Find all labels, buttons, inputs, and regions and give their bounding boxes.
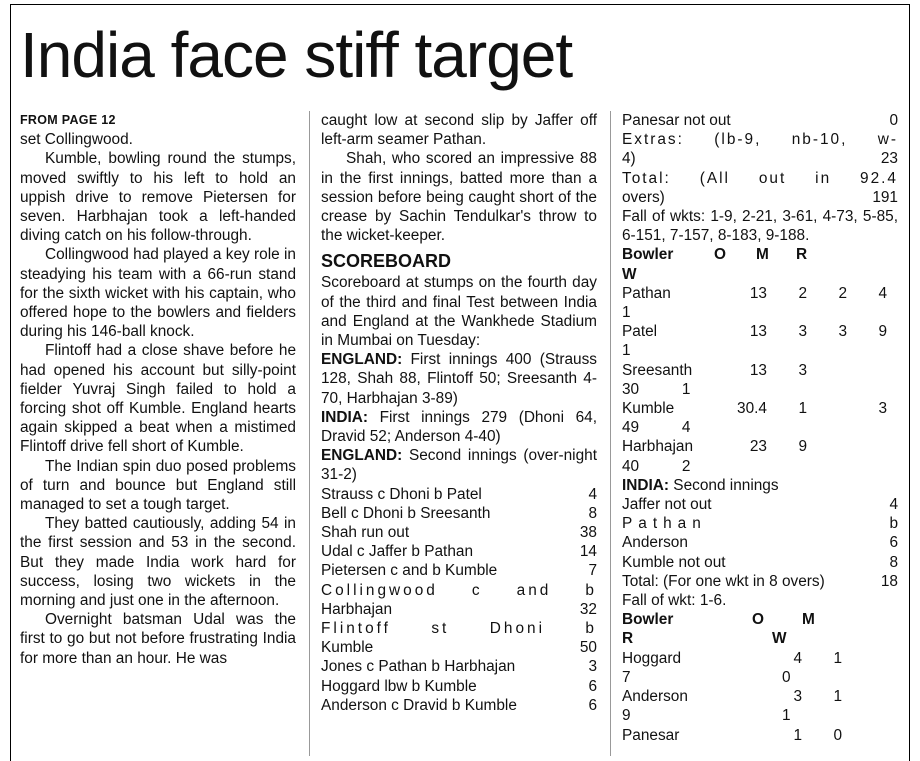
bowling-row: Sreesanth 13 3 <box>622 361 807 379</box>
article-column-3 <box>622 111 898 745</box>
fall-of-wickets: Fall of wkts: 1-9, 2-21, 3-61, 4-73, 5-85, 6-151, 7-157, 8-183, 9-188. <box>622 208 898 245</box>
paragraph: Kumble, bowling round the stumps, moved swiftly to his left to hold an uppish drive to remove Pietersen for seven. Harbhajan took a left-handed diving catch on his follow-through. <box>20 150 296 245</box>
right-rule <box>909 4 910 761</box>
column-rule-2 <box>610 111 611 756</box>
bowling-header-2-wrap: R W <box>622 630 787 648</box>
bowling-row: Patel 13 3 3 9 <box>622 323 887 341</box>
bowling-row-wrap: 40 2 <box>622 457 691 475</box>
batting-row: Pietersen c and b Kumble 7 <box>321 562 597 580</box>
bowling-row: Pathan 13 2 2 4 <box>622 284 887 302</box>
bowling-header-2: Bowler O M <box>622 611 815 629</box>
bowling-row: Anderson 3 1 <box>622 688 842 706</box>
batting-row: Jaffer not out 4 <box>622 496 898 514</box>
bowling-row-wrap: 30 1 <box>622 380 691 398</box>
bowling-row: Kumble 30.4 1 3 <box>622 400 887 418</box>
article-column-2 <box>321 111 597 715</box>
bowling-row-wrap: 7 0 <box>622 668 791 686</box>
england-first-innings: ENGLAND: First innings 400 (Strauss 128, Shah 88, Flintoff 50; Sreesanth 4-70, Harbhajan 3-89) <box>321 351 597 407</box>
bowling-header-wrap: W <box>622 265 637 283</box>
batting-row-collingwood: Collingwood c and b <box>321 581 597 599</box>
batting-row: Anderson c Dravid b Kumble 6 <box>321 696 597 714</box>
bowling-row: Panesar 1 0 <box>622 726 842 744</box>
bowling-row-wrap: 49 4 <box>622 419 691 437</box>
total-line-cont: overs) 191 <box>622 188 898 206</box>
bowling-row-wrap: 9 1 <box>622 707 791 725</box>
continuation-kicker: FROM PAGE 12 <box>20 113 116 127</box>
top-rule <box>10 4 910 5</box>
fall-of-wicket: Fall of wkt: 1-6. <box>622 592 727 610</box>
batting-row-flintoff: Flintoff st Dhoni b <box>321 620 597 638</box>
bowling-row-wrap: 1 <box>622 342 631 360</box>
batting-row: Shah run out 38 <box>321 524 597 542</box>
batting-row: Strauss c Dhoni b Patel 4 <box>321 485 597 503</box>
scoreboard-heading: SCOREBOARD <box>321 251 452 272</box>
paragraph: Shah, who scored an impressive 88 in the first innings, batted more than a session before being caught short of the crease by Sachin Tendulkar's throw to the wicket-keeper. <box>321 150 597 245</box>
left-rule <box>10 4 11 761</box>
batting-row: Hoggard lbw b Kumble 6 <box>321 677 597 695</box>
headline: India face stiff target <box>20 19 573 91</box>
england-second-innings: ENGLAND: Second innings (over-night 31-2) <box>321 447 597 484</box>
scoreboard-intro: Scoreboard at stumps on the fourth day of the third and final Test between India and England at the Wankhede Stadium in Mumbai on Tuesday: <box>321 274 597 350</box>
batting-row-collingwood-cont: Harbhajan 32 <box>321 600 597 618</box>
batting-row: Panesar not out 0 <box>622 112 898 129</box>
batting-row: Udal c Jaffer b Pathan 14 <box>321 543 597 561</box>
bowling-row-wrap: 1 <box>622 304 631 322</box>
paragraph: Overnight batsman Udal was the first to go but not before frustrating India for more than an hour. He was <box>20 611 296 667</box>
batting-row: Jones c Pathan b Harbhajan 3 <box>321 658 597 676</box>
india-first-innings: INDIA: First innings 279 (Dhoni 64, Dravid 52; Anderson 4-40) <box>321 408 597 446</box>
batting-row-pathan: Pathan b <box>622 515 898 533</box>
paragraph: They batted cautiously, adding 54 in the first session and 53 in the second. But they made India work hard for success, losing two wickets in the morning and just one in the afternoon. <box>20 515 296 610</box>
paragraph: Collingwood had played a key role in steadying his team with a 66-run stand for the sixth wicket with his captain, who offered hope to the bowlers and fielders during his 146-ball knock. <box>20 246 296 341</box>
paragraph: caught low at second slip by Jaffer off left-arm seamer Pathan. <box>321 112 597 149</box>
batting-row: Kumble not out 8 <box>622 553 898 571</box>
bowling-row: Hoggard 4 1 <box>622 649 842 667</box>
extras-line-cont: 4) 23 <box>622 150 898 168</box>
paragraph: Flintoff had a close shave before he had opened his account but silly-point fielder Yuvraj Singh failed to hold a forcing shot off Kumble. England hearts again skipped a beat when a mistimed Flintoff drive fell short of Kumble. <box>20 342 296 456</box>
article-column-1 <box>20 111 296 668</box>
column-rule-1 <box>309 111 310 756</box>
india-second-innings: INDIA: Second innings <box>622 476 779 494</box>
extras-line: Extras: (lb-9, nb-10, w- <box>622 131 898 149</box>
bowling-header: Bowler O M R <box>622 246 808 264</box>
paragraph: set Collingwood. <box>20 131 133 149</box>
paragraph: The Indian spin duo posed problems of turn and bounce but England still managed to set a tough target. <box>20 457 296 514</box>
batting-row-flintoff-cont: Kumble 50 <box>321 639 597 657</box>
batting-row: Anderson 6 <box>622 534 898 552</box>
bowling-row: Harbhajan 23 9 <box>622 438 807 456</box>
batting-row: Bell c Dhoni b Sreesanth 8 <box>321 504 597 522</box>
total-line: Total: (All out in 92.4 <box>622 169 898 187</box>
total-line: Total: (For one wkt in 8 overs) 18 <box>622 572 898 590</box>
